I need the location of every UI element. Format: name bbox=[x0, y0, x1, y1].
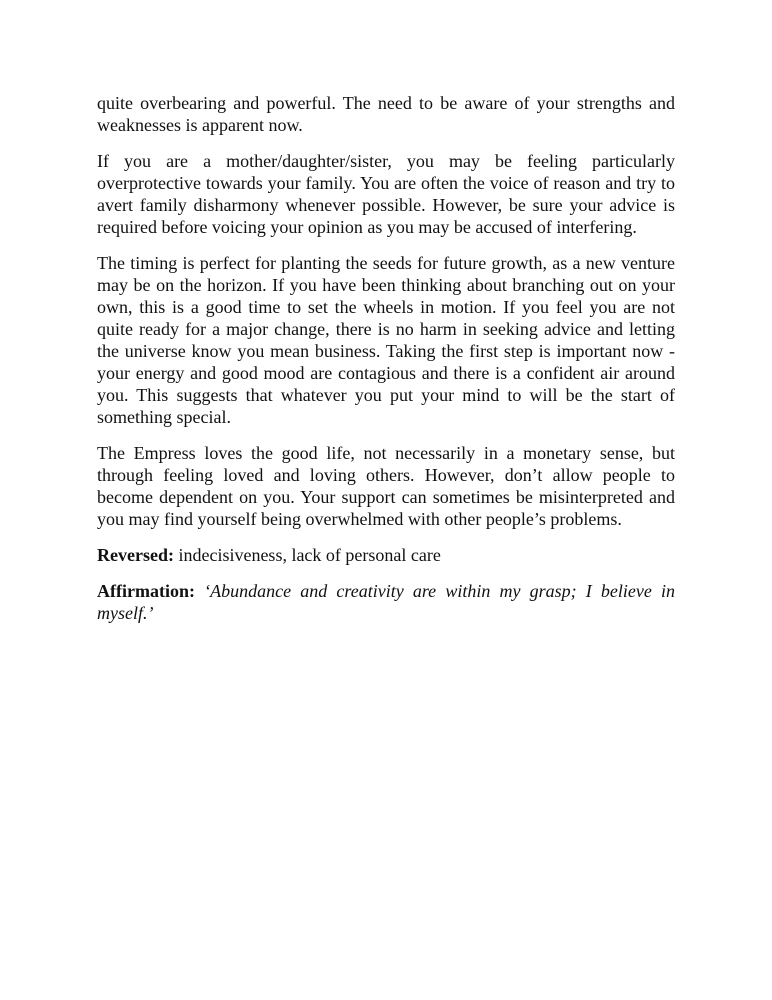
reversed-text: indecisiveness, lack of personal care bbox=[178, 545, 441, 565]
affirmation-text: ‘Abundance and creativity are within my grasp; I believe in myself.’ bbox=[97, 581, 676, 623]
affirmation-label: Affirmation: bbox=[97, 581, 195, 601]
paragraph-good-life: The Empress loves the good life, not necessarily in a monetary sense, but through feeling loved and loving others. However, don’t allow people to become dependent on you. Your support can sometimes be misinterpreted and you may find yourself being overwhelmed with other people’s problems. bbox=[97, 443, 675, 529]
reversed-line bbox=[97, 544, 675, 566]
paragraph-timing: The timing is perfect for planting the seeds for future growth, as a new venture may be on the horizon. If you have been thinking about branching out on your own, this is a good time to set the wheels in motion. If you feel you are not quite ready for a major change, there is no harm in seeking advice and letting the universe know you mean business. Taking the first step is important now - your energy and good mood are contagious and there is a confident air around you. This suggests that whatever you put your mind to will be the start of something special. bbox=[97, 253, 675, 427]
reversed-label: Reversed: bbox=[97, 545, 174, 565]
affirmation-line bbox=[97, 580, 675, 624]
paragraph-strengths: quite overbearing and powerful. The need to be aware of your strengths and weaknesses is apparent now. bbox=[97, 93, 675, 135]
page-body bbox=[97, 92, 675, 638]
paragraph-family: If you are a mother/daughter/sister, you may be feeling particularly overprotective towards your family. You are often the voice of reason and try to avert family disharmony whenever possible. However, be sure your advice is required before voicing your opinion as you may be accused of interfering. bbox=[97, 151, 675, 237]
